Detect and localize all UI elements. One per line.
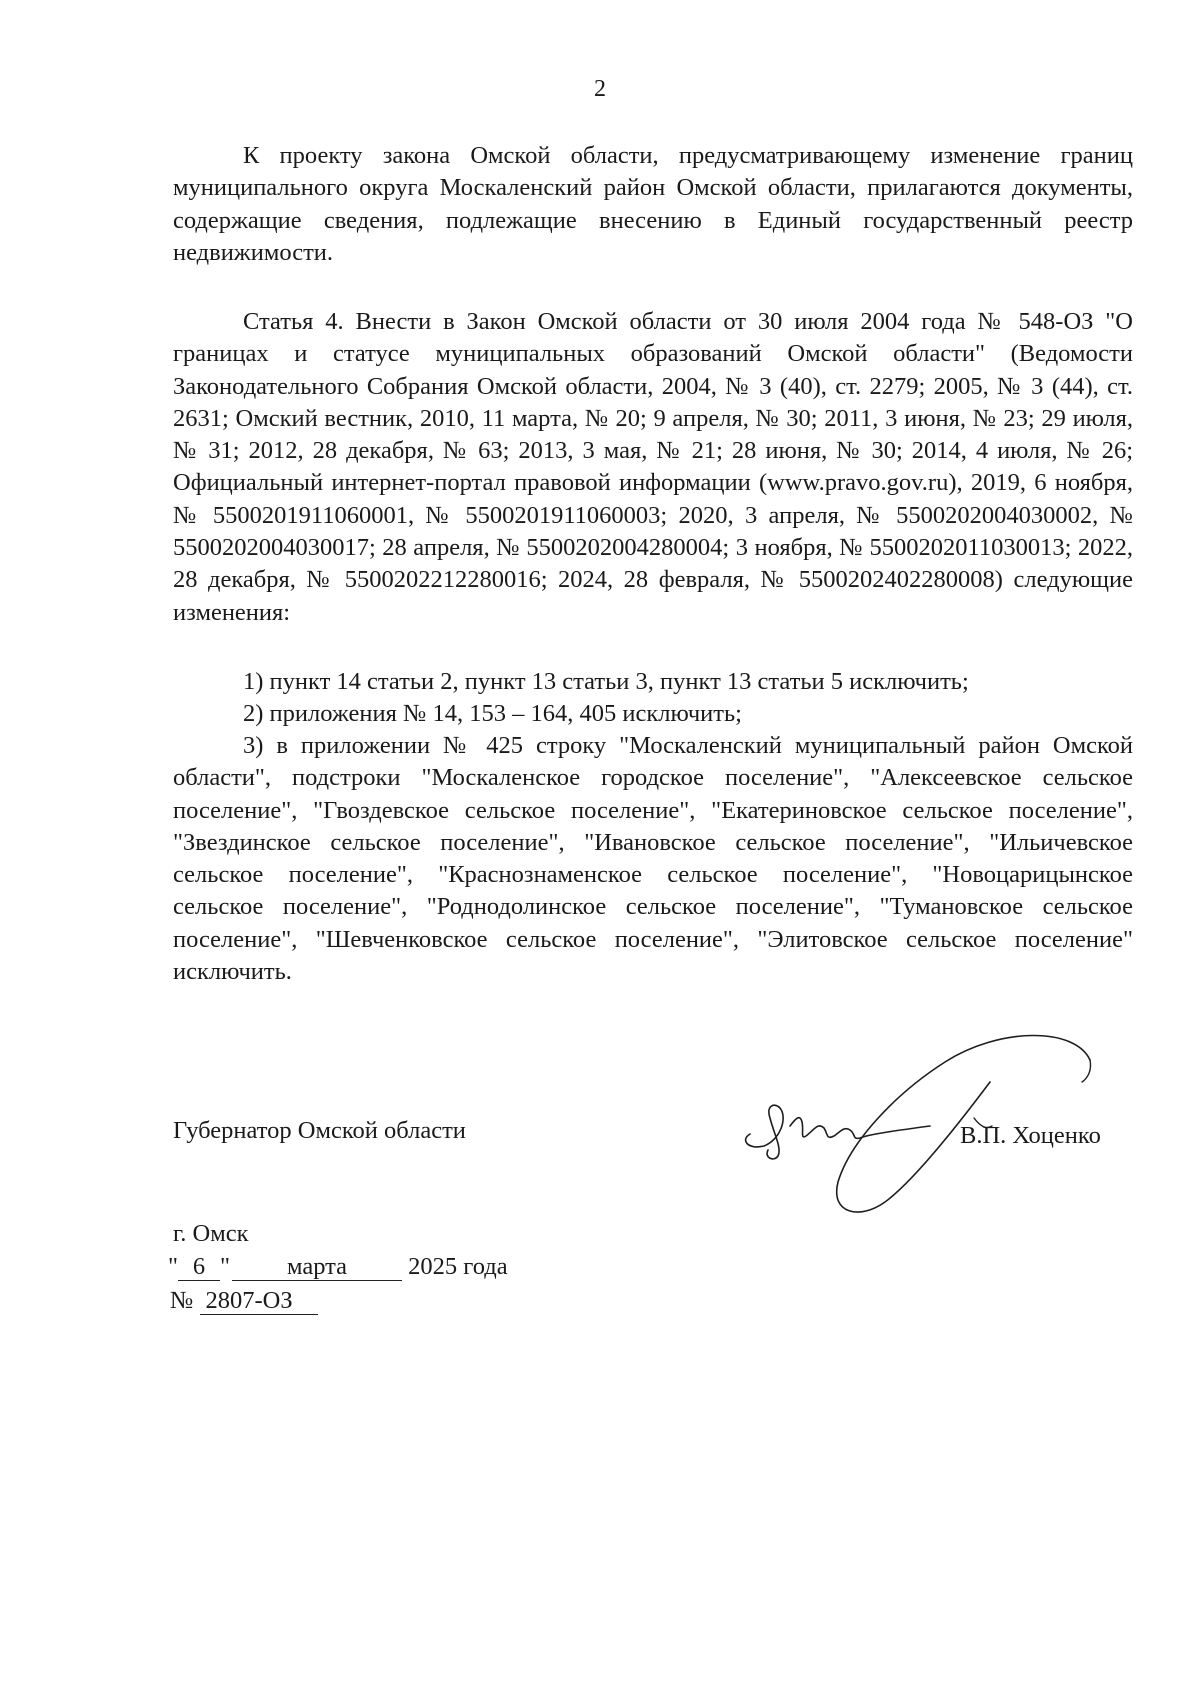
number-value: 2807-ОЗ	[200, 1288, 318, 1315]
law-number	[170, 1287, 318, 1315]
date-month: марта	[232, 1254, 402, 1281]
list-item-3: 3) в приложении № 425 строку "Москаленский муниципальный район Омской области", подстроки "Москаленское городское поселение", "Алексеевское сельское поселение", "Гвоздевское сельское поселение", "Екатериновское сельское поселение", "Звездинское сельское поселение", "Ивановское сельское поселение", "Ильичевское сельское поселение", "Краснознаменское сельское поселение", "Новоцарицынское сельское поселение", "Роднодолинское сельское поселение", "Тумановское сельское поселение", "Шевченковское сельское поселение", "Элитовское сельское поселение" исключить.	[173, 732, 1133, 986]
city-name: г. Омск	[173, 1220, 249, 1247]
list-item-1: 1) пункт 14 статьи 2, пункт 13 статьи 3, пункт 13 статьи 5 исключить;	[243, 668, 969, 695]
quote-open: "	[168, 1253, 179, 1280]
number-prefix: №	[170, 1287, 194, 1314]
paragraph-article-4: Статья 4. Внести в Закон Омской области от 30 июля 2004 года № 548-ОЗ "О границах и статусе муниципальных образований Омской области" (Ведомости Законодательного Собрания Омской области, 2004, № 3 (40), ст. 2279; 2005, № 3 (44), ст. 2631; Омский вестник, 2010, 11 марта, № 20; 9 апреля, № 30; 2011, 3 июня, № 23; 29 июля, № 31; 2012, 28 декабря, № 63; 2013, 3 мая, № 21; 28 июня, № 30; 2014, 4 июля, № 26; Официальный интернет-портал правовой информации (www.pravo.gov.ru), 2019, 6 ноября, № 5500201911060001, № 5500201911060003; 2020, 3 апреля, № 5500202004030002, № 5500202004030017; 28 апреля, № 5500202004280004; 3 ноября, № 5500202011030013; 2022, 28 декабря, № 5500202212280016; 2024, 28 февраля, № 5500202402280008) следующие изменения:	[173, 308, 1133, 626]
page-number: 2	[594, 76, 606, 102]
paragraph-attachments: К проекту закона Омской области, предусматривающему изменение границ муниципального округа Москаленский район Омской области, прилагаются документы, содержащие сведения, подлежащие внесению в Единый государственный реестр недвижимости.	[173, 142, 1133, 266]
governor-name: В.П. Хоценко	[960, 1122, 1101, 1149]
date-day: 6	[178, 1254, 220, 1281]
list-item-2: 2) приложения № 14, 153 – 164, 405 исключить;	[243, 700, 742, 727]
date-year: 2025 года	[408, 1253, 508, 1280]
quote-close: "	[220, 1253, 231, 1280]
governor-title: Губернатор Омской области	[173, 1117, 466, 1144]
signing-date	[168, 1253, 508, 1281]
